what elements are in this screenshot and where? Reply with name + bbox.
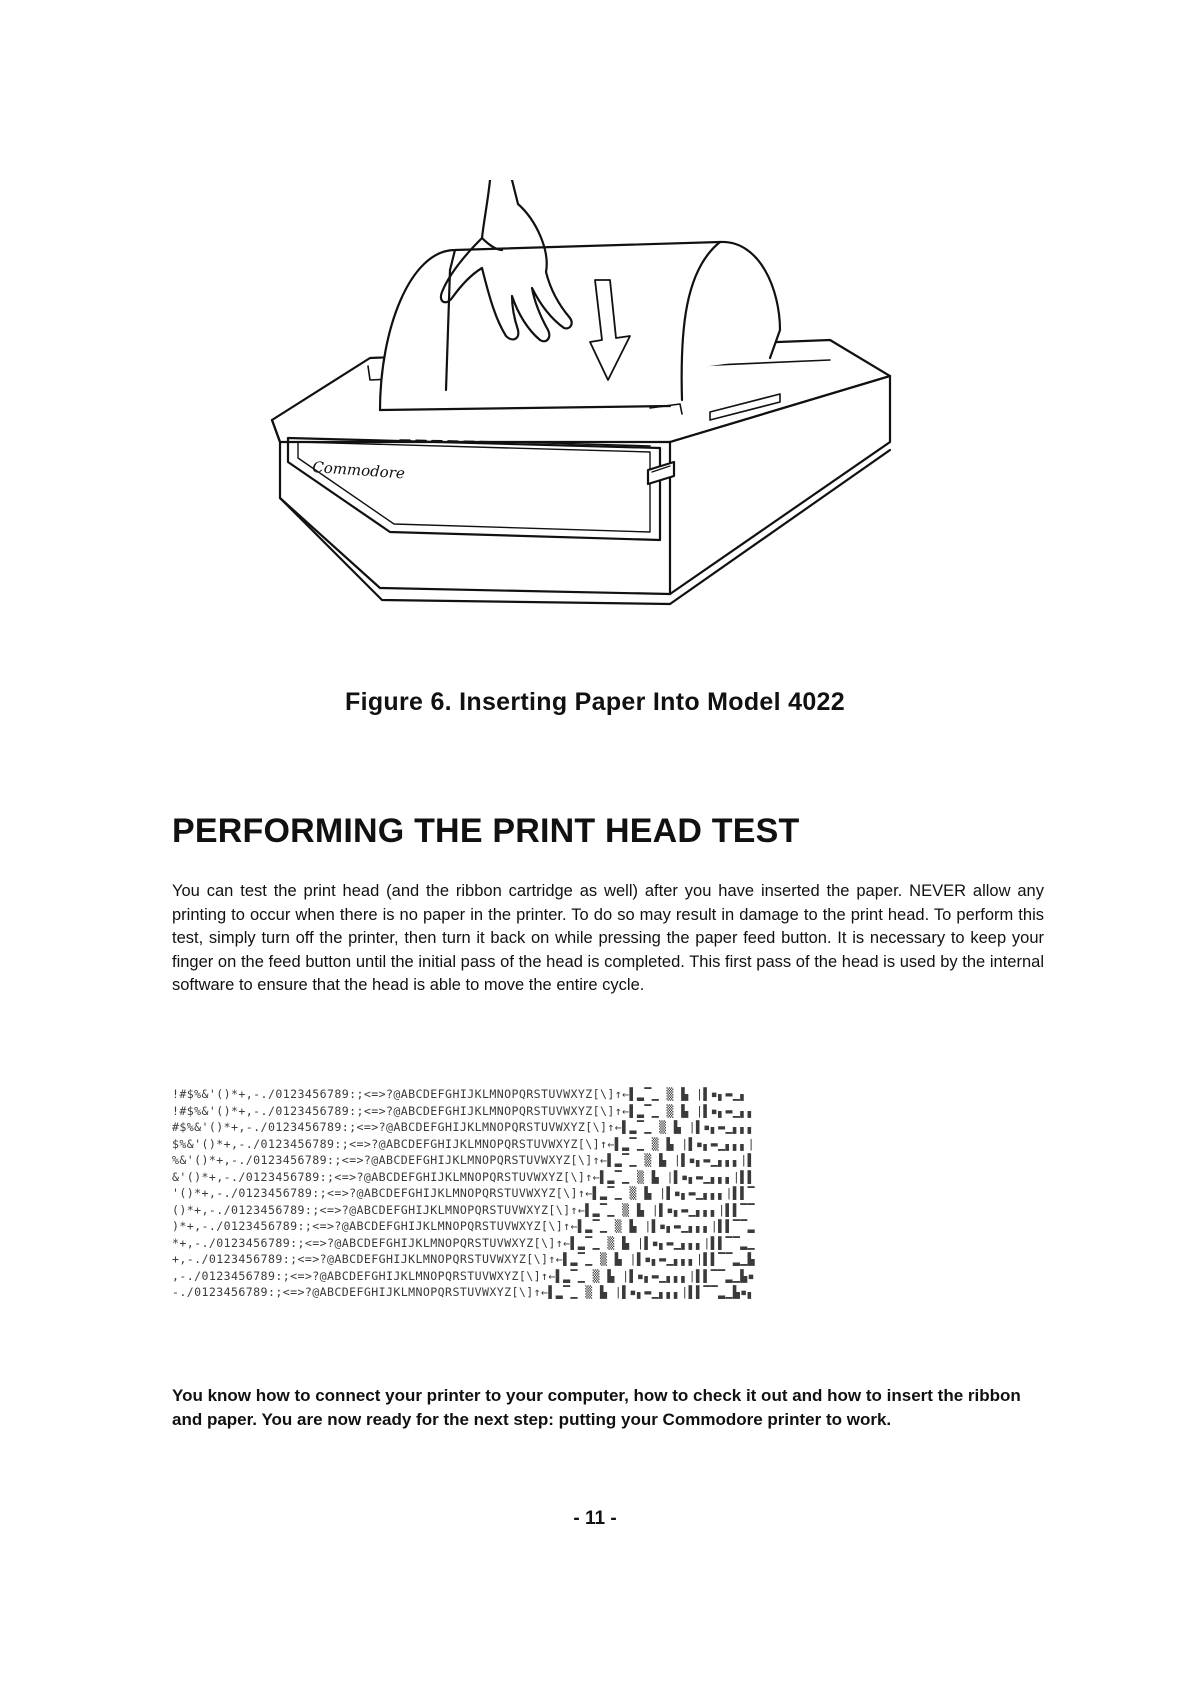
section-heading: PERFORMING THE PRINT HEAD TEST [172, 812, 800, 850]
printout-line: !#$%&'()*+,-./0123456789:;<=>?@ABCDEFGHIJKLMNOPQRSTUVWXYZ[\]↑←▌▂▔▁ ▒ ▙ |▌▪▖▬▁▖ [172, 1087, 748, 1101]
printout-line: &'()*+,-./0123456789:;<=>?@ABCDEFGHIJKLMNOPQRSTUVWXYZ[\]↑←▌▂▔▁ ▒ ▙ |▌▪▖▬▁▖▖▖|▌▌ [172, 1169, 756, 1184]
printout-line: $%&'()*+,-./0123456789:;<=>?@ABCDEFGHIJKLMNOPQRSTUVWXYZ[\]↑←▌▂▔▁ ▒ ▙ |▌▪▖▬▁▖▖▖| [172, 1136, 756, 1151]
printout-line: !#$%&'()*+,-./0123456789:;<=>?@ABCDEFGHIJKLMNOPQRSTUVWXYZ[\]↑←▌▂▔▁ ▒ ▙ |▌▪▖▬▁▖▖ [172, 1103, 756, 1118]
printer-brand-logo: Commodore [311, 458, 406, 483]
printer-illustration [250, 180, 950, 650]
printout-line: +,-./0123456789:;<=>?@ABCDEFGHIJKLMNOPQRSTUVWXYZ[\]↑←▌▂▔▁ ▒ ▙ |▌▪▖▬▁▖▖▖|▌▌▔▔▂▁▙ [172, 1252, 756, 1266]
printout-line: '()*+,-./0123456789:;<=>?@ABCDEFGHIJKLMNOPQRSTUVWXYZ[\]↑←▌▂▔▁ ▒ ▙ |▌▪▖▬▁▖▖▖|▌▌▔ [172, 1186, 756, 1200]
closing-paragraph: You know how to connect your printer to your computer, how to check it out and how to insert the ribbon and paper. You are now ready for the next step: putting your Commodore printer to work. [172, 1386, 1021, 1429]
page-number: - 11 - [573, 1508, 617, 1529]
printout-line: ()*+,-./0123456789:;<=>?@ABCDEFGHIJKLMNOPQRSTUVWXYZ[\]↑←▌▂▔▁ ▒ ▙ |▌▪▖▬▁▖▖▖|▌▌▔▔ [172, 1202, 756, 1217]
body-paragraph: You can test the print head (and the ribbon cartridge as well) after you have inserted the paper. NEVER allow any printing to occur when there is no paper in the printer. To do so may result in damage to the print head. To perform this test, simply turn off the printer, then turn it back on while pressing the paper feed button. It is necessary to keep your finger on the feed button until the initial pass of the head is completed. This first pass of the head is used by the internal software to ensure that the head is able to move the entire cycle. [172, 882, 1044, 994]
printout-line: )*+,-./0123456789:;<=>?@ABCDEFGHIJKLMNOPQRSTUVWXYZ[\]↑←▌▂▔▁ ▒ ▙ |▌▪▖▬▁▖▖▖|▌▌▔▔▂ [172, 1219, 756, 1233]
printout-line: -./0123456789:;<=>?@ABCDEFGHIJKLMNOPQRSTUVWXYZ[\]↑←▌▂▔▁ ▒ ▙ |▌▪▖▬▁▖▖▖|▌▌▔▔▂▁▙▪▖ [172, 1285, 756, 1299]
printout-line: ,-./0123456789:;<=>?@ABCDEFGHIJKLMNOPQRSTUVWXYZ[\]↑←▌▂▔▁ ▒ ▙ |▌▪▖▬▁▖▖▖|▌▌▔▔▂▁▙▪ [172, 1268, 756, 1283]
printout-line: %&'()*+,-./0123456789:;<=>?@ABCDEFGHIJKLMNOPQRSTUVWXYZ[\]↑←▌▂▔▁ ▒ ▙ |▌▪▖▬▁▖▖▖|▌ [172, 1153, 756, 1167]
test-printout [172, 1086, 1044, 1316]
printout-line: #$%&'()*+,-./0123456789:;<=>?@ABCDEFGHIJKLMNOPQRSTUVWXYZ[\]↑←▌▂▔▁ ▒ ▙ |▌▪▖▬▁▖▖▖ [172, 1120, 756, 1134]
printout-line: *+,-./0123456789:;<=>?@ABCDEFGHIJKLMNOPQRSTUVWXYZ[\]↑←▌▂▔▁ ▒ ▙ |▌▪▖▬▁▖▖▖|▌▌▔▔▂▁ [172, 1235, 756, 1250]
figure-caption: Figure 6. Inserting Paper Into Model 4022 [345, 688, 845, 716]
